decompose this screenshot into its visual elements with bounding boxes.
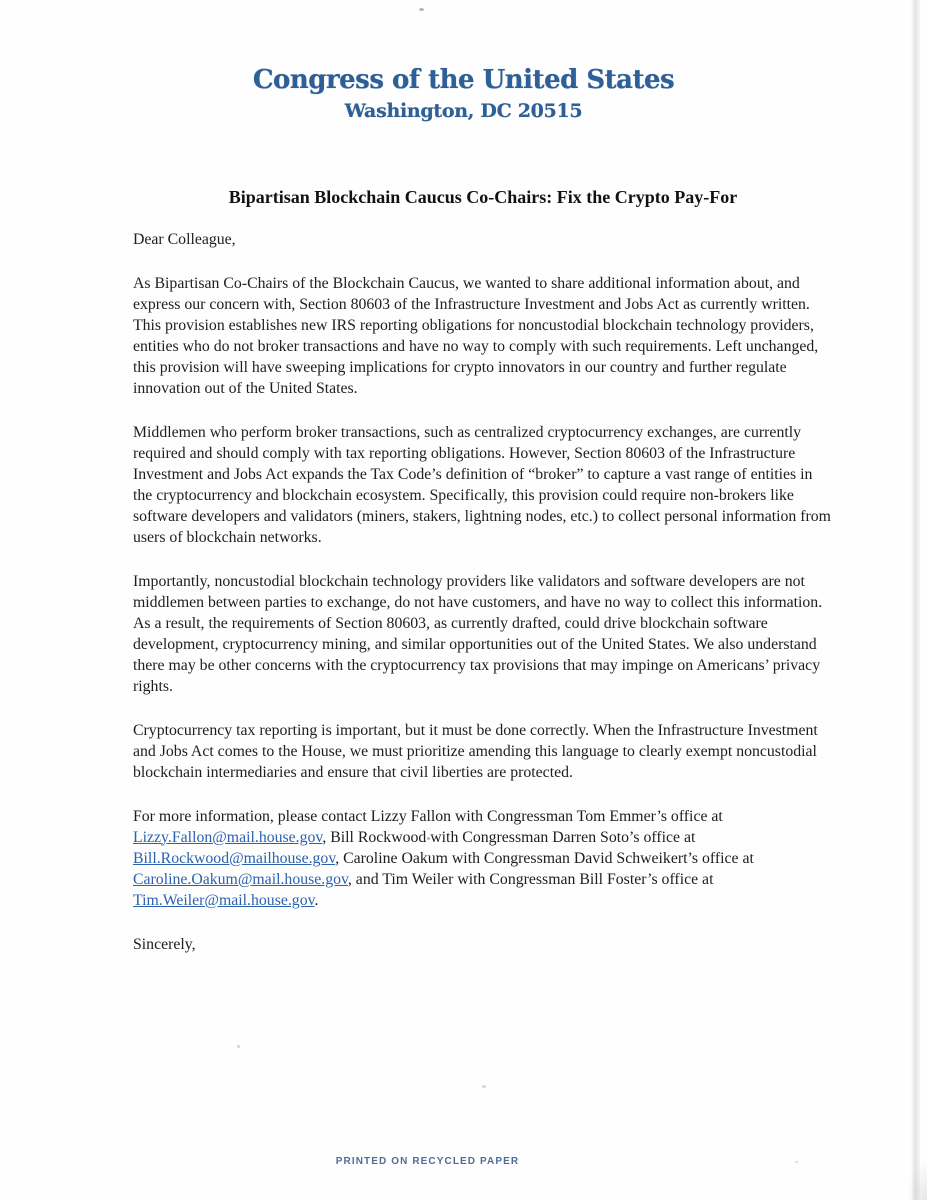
paragraph-1: As Bipartisan Co-Chairs of the Blockchain Caucus, we wanted to share additional information about, and express our concern with, Section 80603 of the Infrastructure Investment and Jobs Act as currently written. This provision establishes new IRS reporting obligations for noncustodial blockchain technology providers, entities who do not broker transactions and have no way to comply with such requirements. Left unchanged, this provision will have sweeping implications for crypto innovators in our country and further regulate innovation out of the United States. <box>133 274 819 397</box>
paragraph-3: Importantly, noncustodial blockchain technology providers like validators and software developers are not middlemen between parties to exchange, do not have customers, and have no way to collect this information. As a result, the requirements of Section 80603, as currently drafted, could drive blockchain software development, cryptocurrency mining, and similar opportunities out of the United States. We also understand there may be other concerns with the cryptocurrency tax provisions that may impinge on Americans’ privacy rights. <box>133 572 823 695</box>
letter-subject: Bipartisan Blockchain Caucus Co-Chairs: Fix the Crypto Pay-For <box>228 186 738 207</box>
contact-text-5: . <box>314 891 319 909</box>
closing: Sincerely, <box>133 935 196 953</box>
contact-text-3: , Caroline Oakum with Congressman David Schweikert’s office at <box>335 849 754 867</box>
contact-text-2: , Bill Rockwood with Congressman Darren Soto’s office at <box>322 828 696 846</box>
letterhead <box>0 66 927 122</box>
paragraph-4: Cryptocurrency tax reporting is important, but it must be done correctly. When the Infrastructure Investment and Jobs Act comes to the House, we must prioritize amending this language to clearly exempt noncustodial blockchain intermediaries and ensure that civil liberties are protected. <box>133 721 818 781</box>
paragraph-contact <box>133 806 833 911</box>
email-link-caroline-oakum[interactable]: Caroline.Oakum@mail.house.gov <box>133 870 348 888</box>
email-link-tim-weiler[interactable]: Tim.Weiler@mail.house.gov <box>133 891 315 909</box>
scan-edge-shadow <box>911 0 920 1200</box>
email-link-bill-rockwood[interactable]: Bill.Rockwood@mailhouse.gov <box>133 849 336 867</box>
scan-artifact <box>482 1085 486 1088</box>
contact-text-1: For more information, please contact Lizzy Fallon with Congressman Tom Emmer’s office at <box>133 807 723 825</box>
paragraph-2: Middlemen who perform broker transactions, such as centralized cryptocurrency exchanges, are currently required and should comply with tax reporting obligations. However, Section 80603 of the Infrastructure Investment and Jobs Act expands the Tax Code’s definition of “broker” to capture a vast range of entities in the cryptocurrency and blockchain ecosystem. Specifically, this provision could require non-brokers like software developers and validators (miners, stakers, lightning nodes, etc.) to collect personal information from users of blockchain networks. <box>133 423 831 546</box>
contact-text-4: , and Tim Weiler with Congressman Bill Foster’s office at <box>347 870 714 888</box>
salutation: Dear Colleague, <box>133 230 236 248</box>
recycled-paper-notice: PRINTED ON RECYCLED PAPER <box>335 1156 520 1167</box>
scan-artifact <box>419 8 424 11</box>
scan-corner-shadow <box>907 1160 927 1200</box>
letterhead-title: Congress of the United States <box>252 65 675 95</box>
letterhead-address: Washington, DC 20515 <box>344 99 583 122</box>
letter-body <box>133 186 833 955</box>
email-link-lizzy-fallon[interactable]: Lizzy.Fallon@mail.house.gov <box>133 828 323 846</box>
scan-artifact <box>237 1045 240 1048</box>
